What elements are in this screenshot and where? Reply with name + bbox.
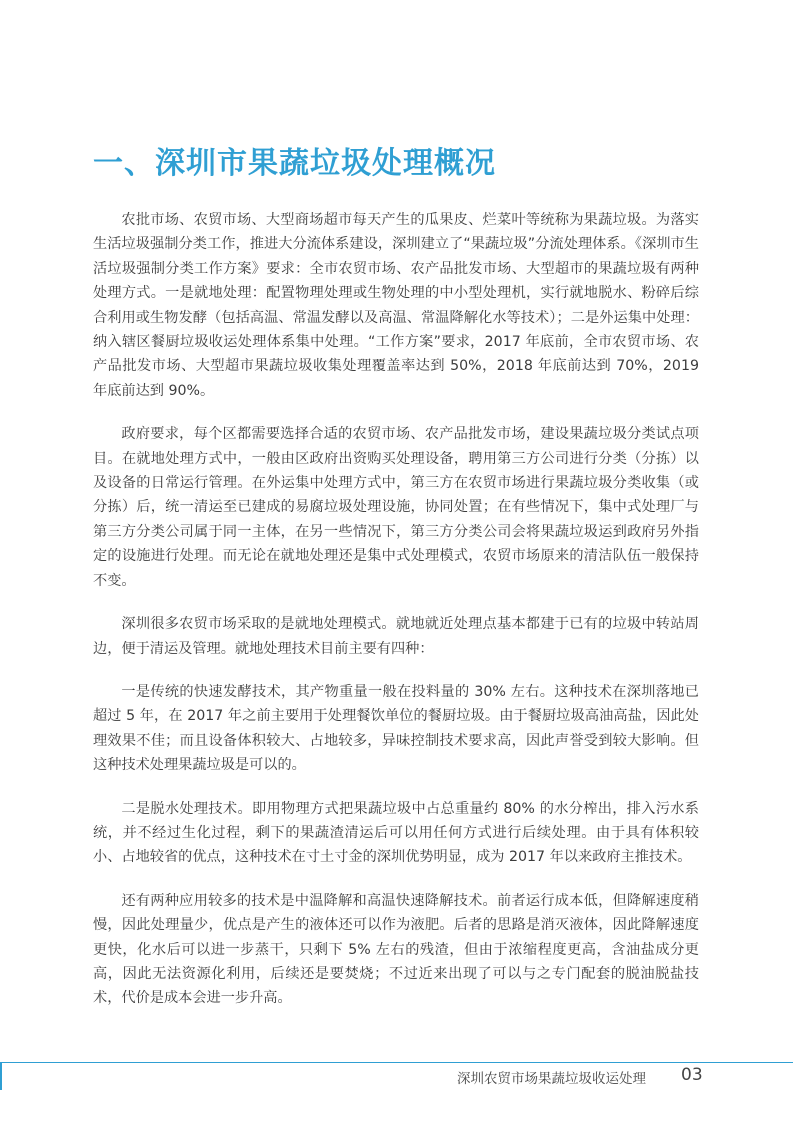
paragraph-degradation: 还有两种应用较多的技术是中温降解和高温快速降解技术。前者运行成本低，但降解速度稍慢，因此处理量少，优点是产生的液体还可以作为液肥。后者的思路是消灭液体，因此降解速度更快，化水后可以进一步蒸干，只剩下 5% 左右的残渣，但由于浓缩程度更高，含油盐成分更高，因此无法资源化利用，后续还是要焚烧；不过近来出现了可以与之专门配套的脱油脱盐技术，代价是成本会进一步升高。 bbox=[93, 892, 699, 1007]
page-title: 一、深圳市果蔬垃圾处理概况 bbox=[93, 146, 496, 181]
page-number: 03 bbox=[681, 1065, 703, 1085]
paragraph-onsite-processing: 深圳很多农贸市场采取的是就地处理模式。就地就近处理点基本都建于已有的垃圾中转站周边，便于清运及管理。就地处理技术目前主要有四种： bbox=[93, 616, 699, 657]
paragraph-dehydration: 二是脱水处理技术。即用物理方式把果蔬垃圾中占总重量约 80% 的水分榨出，排入污水系统，并不经过生化过程，剩下的果蔬渣清运后可以用任何方式进行后续处理。由于具有体积较小、占地较省的优点，这种技术在寸土寸金的深圳优势明显，成为 2017 年以来政府主推技术。 bbox=[93, 800, 699, 866]
paragraph-government-requirements: 政府要求，每个区都需要选择合适的农贸市场、农产品批发市场，建设果蔬垃圾分类试点项目。在就地处理方式中，一般由区政府出资购买处理设备，聘用第三方公司进行分类（分拣）以及设备的日常运行管理。在外运集中处理方式中，第三方在农贸市场进行果蔬垃圾分类收集（或分拣）后，统一清运至已建成的易腐垃圾处理设施，协同处置；在有些情况下，集中式处理厂与第三方分类公司属于同一主体，在另一些情况下，第三方分类公司会将果蔬垃圾运到政府另外指定的设施进行处理。而无论在就地处理还是集中式处理模式，农贸市场原来的清洁队伍一般保持不变。 bbox=[93, 426, 699, 589]
paragraph-fast-fermentation: 一是传统的快速发酵技术，其产物重量一般在投料量的 30% 左右。这种技术在深圳落地已超过 5 年，在 2017 年之前主要用于处理餐饮单位的餐厨垃圾。由于餐厨垃圾高油高盐，因此处理效果不佳；而且设备体积较大、占地较多，异味控制技术要求高，因此声誉受到较大影响。但这种技术处理果蔬垃圾是可以的。 bbox=[93, 683, 699, 774]
footer-divider bbox=[0, 1062, 793, 1063]
paragraph-overview: 农批市场、农贸市场、大型商场超市每天产生的瓜果皮、烂菜叶等统称为果蔬垃圾。为落实生活垃圾强制分类工作，推进大分流体系建设，深圳建立了“果蔬垃圾”分流处理体系。《深圳市生活垃圾强制分类工作方案》要求：全市农贸市场、农产品批发市场、大型超市的果蔬垃圾有两种处理方式。一是就地处理：配置物理处理或生物处理的中小型处理机，实行就地脱水、粉碎后综合利用或生物发酵（包括高温、常温发酵以及高温、常温降解化水等技术）；二是外运集中处理：纳入辖区餐厨垃圾收运处理体系集中处理。“工作方案”要求，2017 年底前，全市农贸市场、农产品批发市场、大型超市果蔬垃圾收集处理覆盖率达到 50%，2018 年底前达到 70%，2019 年底前达到 90%。 bbox=[93, 212, 699, 399]
body-text bbox=[93, 208, 699, 1030]
footer-document-title: 深圳农贸市场果蔬垃圾收运处理 bbox=[457, 1071, 646, 1087]
footer-divider-cap bbox=[0, 1062, 2, 1090]
